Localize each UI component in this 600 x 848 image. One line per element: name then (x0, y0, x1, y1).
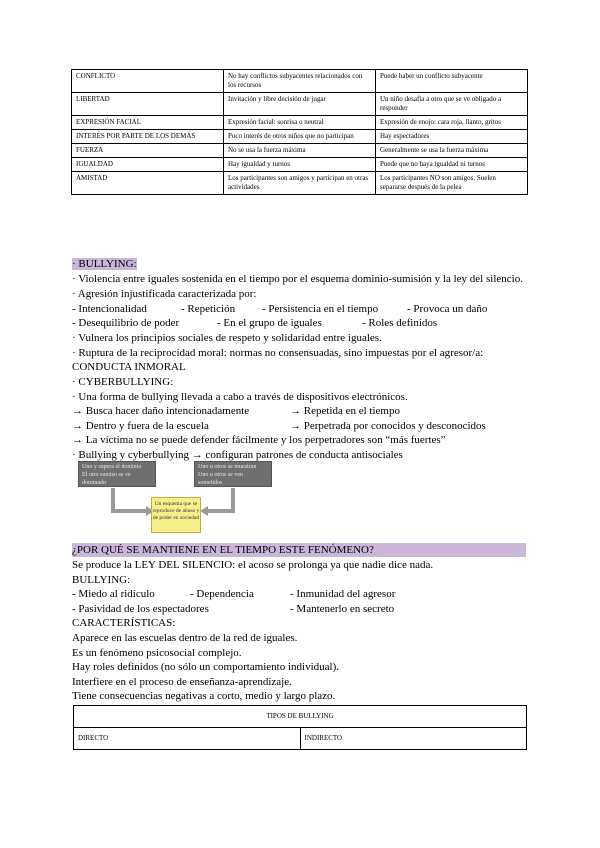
trait-item: - Intencionalidad (72, 303, 147, 315)
table-cell: Puede que no haya igualdad ni turnos (376, 158, 528, 172)
diagram-text: El otro sumiso se ve dominado (82, 472, 131, 486)
caracteristica: Aparece en las escuelas dentro de la red de iguales. (72, 632, 298, 644)
cyber-trait: → Perpetrada por conocidos y desconocidos (290, 420, 486, 432)
tipos-directo: DIRECTO (74, 728, 301, 750)
table-cell: IGUALDAD (72, 158, 224, 172)
caracteristicas-heading: CARACTERÍSTICAS: (72, 617, 176, 629)
bullying-principles: · Vulnera los principios sociales de respeto y solidaridad entre iguales. (72, 332, 382, 344)
table-cell: LIBERTAD (72, 93, 224, 116)
table-cell: INTERÉS POR PARTE DE LOS DEMÁS (72, 130, 224, 144)
tipos-title: TIPOS DE BULLYING (74, 706, 527, 728)
table-row (72, 172, 528, 195)
factor-item: - Pasividad de los espectadores (72, 603, 209, 615)
bullying-reciprocity: · Ruptura de la reciprocidad moral: normas no consensuadas, sino impuestas por el agresor/a: (72, 347, 484, 359)
table-cell: Expresión facial: sonrisa o neutral (224, 116, 376, 130)
table-row (72, 116, 528, 130)
ley-silencio: Se produce la LEY DEL SILENCIO: el acoso se prolonga ya que nadie dice nada. (72, 559, 434, 571)
table-cell: Los participantes NO son amigos. Suelen separarse después de la pelea (376, 172, 528, 195)
table-cell: Poco interés de otros niños que no participan (224, 130, 376, 144)
table-row (72, 130, 528, 144)
arrow-right-icon (206, 488, 233, 511)
bullying-aggression: · Agresión injustificada caracterizada por: (72, 288, 257, 300)
table-row (72, 93, 528, 116)
table-row (72, 158, 528, 172)
bullying-definition: · Violencia entre iguales sostenida en el tiempo por el esquema dominio-sumisión y la ley del silencio. (72, 273, 523, 285)
diagram-center-box: Un esquema que se reproduce de abuso y de poder en sociedad (151, 497, 201, 533)
table-cell: Un niño desafía a otro que se ve obligado a responder (376, 93, 528, 116)
cyber-trait: → Repetida en el tiempo (290, 405, 400, 417)
trait-item: - Persistencia en el tiempo (262, 303, 379, 315)
arrow-left-icon (113, 488, 148, 511)
trait-item: - Provoca un daño (407, 303, 488, 315)
cyberbullying-definition: · Una forma de bullying llevada a cabo a través de dispositivos electrónicos. (72, 391, 408, 403)
cyberbullying-heading: · CYBERBULLYING: (72, 376, 174, 388)
table-row (72, 70, 528, 93)
table-cell: No se usa la fuerza máxima (224, 144, 376, 158)
diagram-text: Uno u otros se ven sometidos (198, 472, 243, 486)
conducta-inmoral: CONDUCTA INMORAL (72, 361, 186, 373)
caracteristica: Hay roles definidos (no sólo un comportamiento individual). (72, 661, 340, 673)
table-row (72, 144, 528, 158)
bullying-heading (72, 257, 137, 271)
table-cell: CONFLICTO (72, 70, 224, 93)
trait-item: - Desequilibrio de poder (72, 317, 180, 329)
arrowhead-right-icon (200, 506, 208, 516)
caracteristica: Tiene consecuencias negativas a corto, medio y largo plazo. (72, 690, 336, 702)
bullying-heading-text: · BULLYING: (72, 258, 137, 270)
bullying-label: BULLYING: (72, 574, 131, 586)
table-cell: Los participantes son amigos y participan en otras actividades (224, 172, 376, 195)
table-cell: No hay conflictos subyacentes relacionados con los recursos (224, 70, 376, 93)
table-cell: Hay espectadores (376, 130, 528, 144)
cyber-trait: → Dentro y fuera de la escuela (72, 420, 209, 432)
table-cell: EXPRESIÓN FACIAL (72, 116, 224, 130)
section-question: ¿POR QUÉ SE MANTIENE EN EL TIEMPO ESTE FENÓMENO? (72, 544, 374, 556)
table-row (74, 706, 527, 728)
factor-item: - Dependencia (190, 588, 254, 600)
factor-item: - Mantenerlo en secreto (290, 603, 395, 615)
tipos-indirecto: INDIRECTO (300, 728, 527, 750)
tipos-bullying-table (73, 705, 527, 750)
diagram-text: Uno u otros se muestran (198, 464, 257, 470)
cyber-victim: → La víctima no se puede defender fácilmente y los perpetradores son “más fuertes” (72, 434, 446, 446)
factor-item: - Miedo al ridículo (72, 588, 155, 600)
table-cell: Hay igualdad y turnos (224, 158, 376, 172)
table-cell: Expresión de enojo: cara roja, llanto, gritos (376, 116, 528, 130)
trait-item: - En el grupo de iguales (217, 317, 322, 329)
caracteristica: Es un fenómeno psicosocial complejo. (72, 647, 242, 659)
cyber-trait: → Busca hacer daño intencionadamente (72, 405, 250, 417)
factor-item: - Inmunidad del agresor (290, 588, 396, 600)
table-cell: AMISTAD (72, 172, 224, 195)
caracteristica: Interfiere en el proceso de enseñanza-aprendizaje. (72, 676, 292, 688)
table-cell: Generalmente se usa la fuerza máxima (376, 144, 528, 158)
power-scheme-diagram (78, 461, 274, 541)
cyber-patterns: · Bullying y cyberbullying → configuran patrones de conducta antisociales (72, 449, 403, 461)
table-cell: Invitación y libre decisión de jugar (224, 93, 376, 116)
trait-item: - Roles definidos (362, 317, 438, 329)
trait-item: - Repetición (181, 303, 236, 315)
diagram-text: Uno y supera el dominio (82, 464, 142, 470)
table-cell: Puede haber un conflicto subyacente (376, 70, 528, 93)
table-row (74, 728, 527, 750)
table-cell: FUERZA (72, 144, 224, 158)
comparison-table (71, 69, 528, 195)
